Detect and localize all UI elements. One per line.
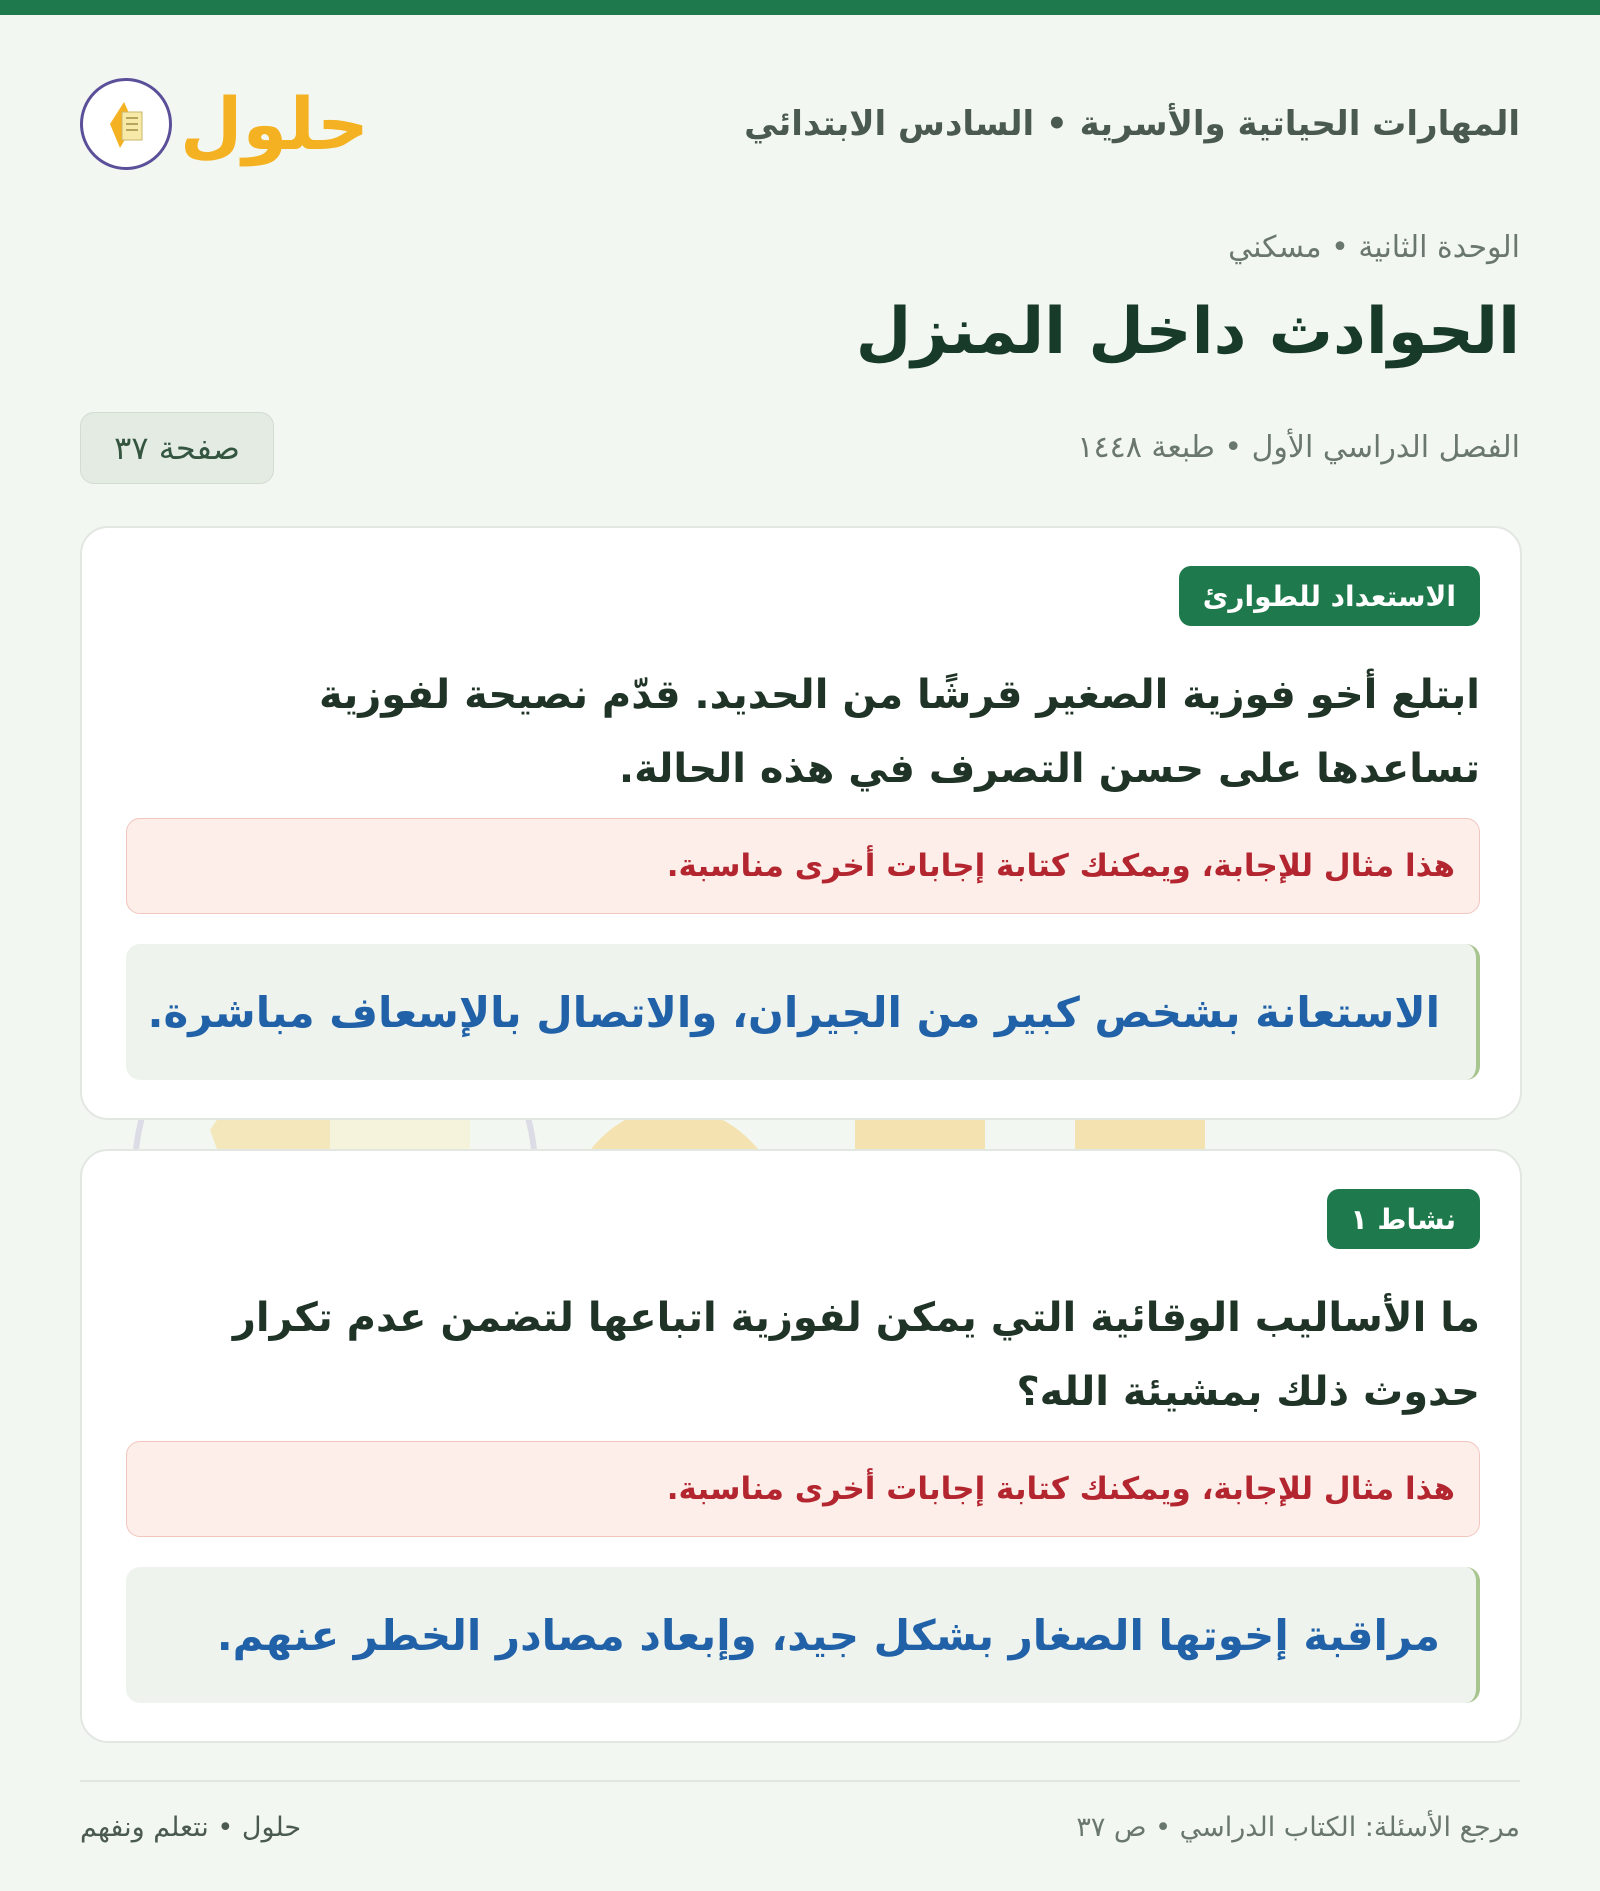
answer-box: مراقبة إخوتها الصغار بشكل جيد، وإبعاد مصادر الخطر عنهم. (126, 1567, 1480, 1703)
footer-divider (80, 1780, 1520, 1782)
book-logo-icon (80, 78, 172, 170)
site-logo[interactable] (80, 78, 369, 170)
top-accent-bar (0, 0, 1600, 15)
footer-reference: مرجع الأسئلة: الكتاب الدراسي • ص ٣٧ (1076, 1812, 1520, 1843)
question-card (80, 526, 1522, 1120)
page-header (80, 64, 1520, 184)
footer-brand: حلول • نتعلم ونفهم (80, 1812, 302, 1843)
lesson-title: الحوادث داخل المنزل (855, 295, 1520, 369)
unit-breadcrumb: الوحدة الثانية • مسكني (1228, 230, 1520, 265)
question-card (80, 1149, 1522, 1743)
card-badge: الاستعداد للطوارئ (1179, 566, 1480, 626)
card-badge: نشاط ١ (1327, 1189, 1480, 1249)
answer-note: هذا مثال للإجابة، ويمكنك كتابة إجابات أخرى مناسبة. (126, 1441, 1480, 1537)
question-text: ما الأساليب الوقائية التي يمكن لفوزية اتباعها لتضمن عدم تكرار حدوث ذلك بمشيئة الله؟ (232, 1295, 1480, 1415)
lesson-meta: الفصل الدراسي الأول • طبعة ١٤٤٨ (1077, 430, 1520, 465)
question-text: ابتلع أخو فوزية الصغير قرشًا من الحديد. قدّم نصيحة لفوزية تساعدها على حسن التصرف في هذه الحالة. (319, 672, 1480, 792)
page-number-badge: صفحة ٣٧ (80, 412, 274, 484)
answer-box: الاستعانة بشخص كبير من الجيران، والاتصال بالإسعاف مباشرة. (126, 944, 1480, 1080)
answer-note: هذا مثال للإجابة، ويمكنك كتابة إجابات أخرى مناسبة. (126, 818, 1480, 914)
logo-text: حلول (180, 82, 369, 166)
course-title: المهارات الحياتية والأسرية • السادس الابتدائي (744, 104, 1520, 144)
